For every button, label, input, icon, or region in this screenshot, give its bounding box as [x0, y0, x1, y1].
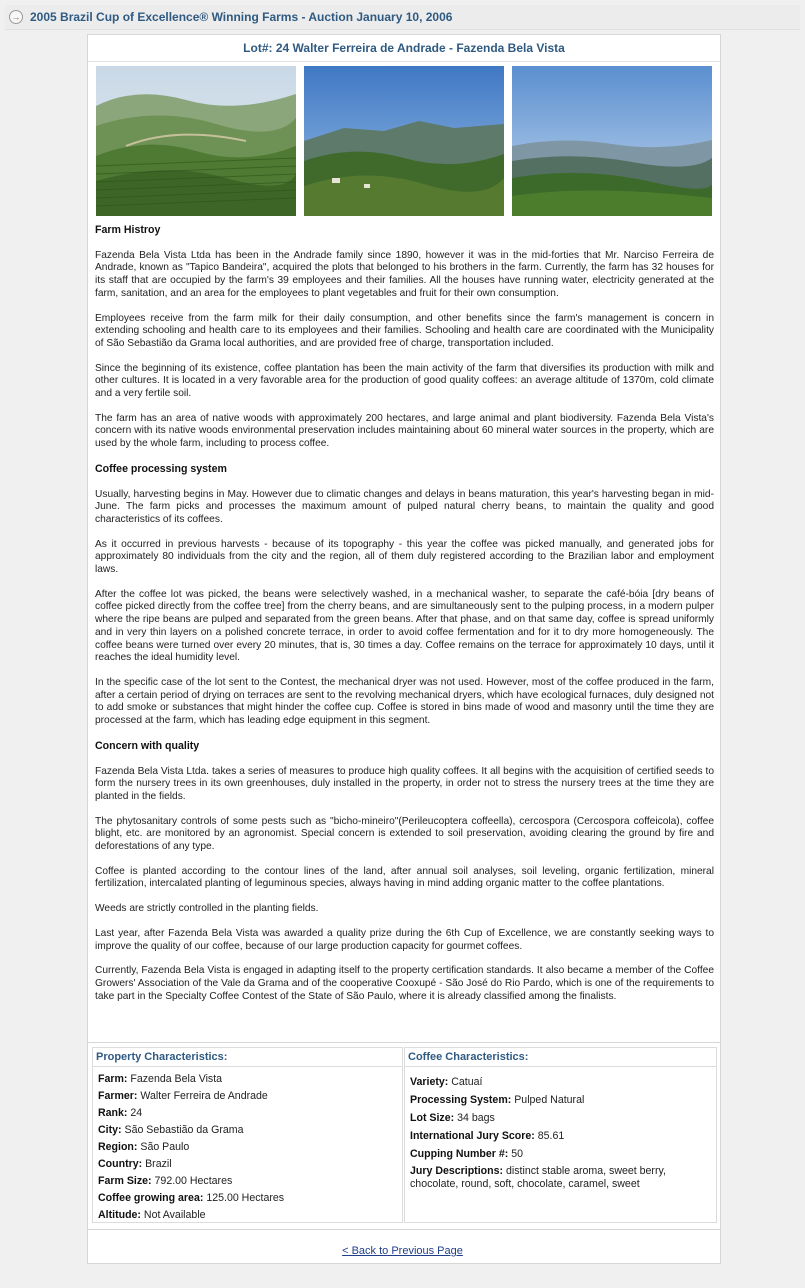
- coffee-row-cupping-number: [410, 1145, 716, 1163]
- row-label: Region:: [98, 1141, 138, 1153]
- row-value: 792.00 Hectares: [154, 1175, 233, 1187]
- property-row-farm-size: [98, 1173, 402, 1190]
- paragraph: Usually, harvesting begins in May. However due to climatic changes and delays in beans maturation, this year's harvesting began in mid-June. The farm picks and processes the maximum amount of pulped natural cherry beans, to maintain the quality and good characteristics of its coffees.: [95, 488, 714, 525]
- page-header: [5, 5, 800, 30]
- row-label: Lot Size:: [410, 1112, 455, 1124]
- row-label: Processing System:: [410, 1094, 512, 1106]
- row-label: Jury Descriptions:: [410, 1165, 504, 1177]
- coffee-row-jury-score: [410, 1127, 716, 1145]
- paragraph: Fazenda Bela Vista Ltda has been in the Andrade family since 1890, however it was in the mid-forties that Mr. Narciso Ferreira de Andrade, known as "Tapico Bandeira", acquired the plots that belonged to his brothers in the farm. Currently, the farm has 32 houses for its staff that are occupied by the farm's 39 employees and their families. All the houses have running water, electricity generated at the farm, sanitation, and an area for the employees to plant vegetables and fruit for their own consumption.: [95, 249, 714, 299]
- row-label: Altitude:: [98, 1209, 141, 1221]
- paragraph: Currently, Fazenda Bela Vista is engaged in adapting itself to the property certification standards. It also became a member of the Coffee Growers' Association of the Vale da Grama and of the cooperative Cooxupé - São José do Rio Pardo, which is one of the requirements to take part in the Specialty Coffee Contest of the State of São Paulo, where it is already classified among the finalists.: [95, 965, 714, 1002]
- property-row-growing-area: [98, 1190, 402, 1207]
- row-value: 50: [511, 1148, 524, 1160]
- row-label: International Jury Score:: [410, 1130, 535, 1142]
- coffee-row-processing: [410, 1091, 716, 1109]
- row-label: Farm Size:: [98, 1175, 152, 1187]
- paragraph: Last year, after Fazenda Bela Vista was awarded a quality prize during the 6th Cup of Excellence, we are constantly seeking ways to improve the quality of our coffee, because of our large production capacity for gourmet coffees.: [95, 927, 714, 952]
- paragraph: Coffee is planted according to the contour lines of the land, after annual soil analyses, soil leveling, organic fertilization, mineral fertilization, intercalated planting of leguminous species, always having in mind adding organic matter to the coffee plantations.: [95, 865, 714, 890]
- back-link-container: [0, 1245, 805, 1257]
- paragraph: The phytosanitary controls of some pests such as "bicho-mineiro"(Perileucoptera coffeella), cercospora (Cercospora coffeicola), coffee blight, etc. are monitored by an agronomist. Special concern is extended to soil preservation, avoiding clearing the ground by fire and deforestations of any type.: [95, 815, 714, 853]
- section-heading-farm-history: Farm Histroy: [95, 224, 161, 236]
- paragraph: Weeds are strictly controlled in the planting fields.: [95, 903, 319, 915]
- characteristics-panel: [87, 1042, 721, 1230]
- paragraph: Fazenda Bela Vista Ltda. takes a series of measures to produce high quality coffees. It all begins with the acquisition of certified seeds to form the nursery trees in its own greenhouses, duly installed in the property, in order not to stress the nursery trees at the time they are planted in the fields.: [95, 765, 714, 802]
- row-label: Coffee growing area:: [98, 1192, 204, 1204]
- back-to-previous-page-link[interactable]: < Back to Previous Page: [342, 1245, 463, 1257]
- row-label: City:: [98, 1124, 122, 1136]
- paragraph: As it occurred in previous harvests - because of its topography - this year the coffee was picked manually, and generated jobs for approximately 80 individuals from the city and the region, all of them duly registered according to the Brazilian labor and employment laws.: [95, 538, 714, 576]
- paragraph: After the coffee lot was picked, the beans were selectively washed, in a mechanical washer, to separate the café-bóia [dry beans of coffee picked directly from the coffee tree] from the cherry beans, and are simultaneously sent to the pulping process, in a modern pulper where the ripe beans are pulped and separated from the green beans. After that phase, and on that same day, coffee is spread uniformly and in very thin layers on a polished concrete terrace, in order to avoid coffee fermentation and for it to dry more homogeneously. The coffee beans were turned over every 20 minutes, that is, 30 times a day. Coffee remains on the terrace for approximately 10 days, until it reaches the ideal humidity level.: [95, 588, 714, 664]
- page-title: 2005 Brazil Cup of Excellence® Winning Farms - Auction January 10, 2006: [30, 10, 453, 24]
- coffee-row-lot-size: [410, 1109, 716, 1127]
- property-row-farm: [98, 1071, 402, 1088]
- section-heading-processing: Coffee processing system: [95, 462, 227, 475]
- coffee-characteristics: [404, 1047, 717, 1223]
- property-row-city: [98, 1122, 402, 1139]
- hillside-farm-photo: [512, 66, 712, 216]
- row-value: 34 bags: [457, 1112, 495, 1124]
- circle-arrow-icon[interactable]: →: [9, 10, 23, 24]
- row-label: Farmer:: [98, 1090, 138, 1102]
- row-value: Pulped Natural: [514, 1094, 585, 1106]
- row-value: Not Available: [143, 1209, 206, 1221]
- lot-title: Lot#: 24 Walter Ferreira de Andrade - Fazenda Bela Vista: [88, 35, 720, 62]
- coffee-row-jury-descriptions: [410, 1163, 700, 1191]
- property-row-farmer: [98, 1088, 402, 1105]
- row-value: Brazil: [145, 1158, 172, 1170]
- property-heading: Property Characteristics:: [93, 1048, 402, 1067]
- property-row-country: [98, 1156, 402, 1173]
- paragraph: The farm has an area of native woods with approximately 200 hectares, and large animal and plant biodiversity. Fazenda Bela Vista's concern with its native woods environmental preservation includes maintaining about 60 mineral water sources in the property, which are used by the whole farm, including to process coffee.: [95, 412, 714, 450]
- property-characteristics: [92, 1047, 403, 1223]
- row-label: Country:: [98, 1158, 143, 1170]
- row-value: Fazenda Bela Vista: [130, 1073, 223, 1085]
- row-label: Variety:: [410, 1076, 449, 1088]
- paragraph: In the specific case of the lot sent to the Contest, the mechanical dryer was not used. However, most of the coffee produced in the farm, after a certain period of drying on terraces are sent to the revolving mechanical dryers, which have ecological furnaces, duly designed not to add smoke or substances that might hinder the coffee cup. Coffee is stored in bins made of wood and masonry until the time they are processed at the farm, which has leading edge equipment in this segment.: [95, 676, 714, 727]
- row-value: 85.61: [537, 1130, 565, 1142]
- coffee-heading: Coffee Characteristics:: [405, 1048, 716, 1067]
- row-value: 125.00 Hectares: [206, 1192, 285, 1204]
- property-row-region: [98, 1139, 402, 1156]
- row-label: Farm:: [98, 1073, 128, 1085]
- row-value: Catuaí: [451, 1076, 483, 1088]
- paragraph: Since the beginning of its existence, coffee plantation has been the main activity of the farm that diversifies its production with milk and other cultures. It is located in a very favorable area for the production of good quality coffees: an average altitude of 1370m, cold climate and a very fertile soil.: [95, 362, 714, 400]
- mountain-valley-photo: [304, 66, 504, 216]
- row-label: Cupping Number #:: [410, 1148, 509, 1160]
- row-label: Rank:: [98, 1107, 128, 1119]
- row-value: São Sebastião da Grama: [124, 1124, 244, 1136]
- coffee-plantation-photo: [96, 66, 296, 216]
- section-heading-quality: Concern with quality: [95, 739, 200, 752]
- coffee-row-variety: [410, 1073, 716, 1091]
- row-value: Walter Ferreira de Andrade: [140, 1090, 268, 1102]
- farm-description: [95, 224, 714, 1015]
- paragraph: Employees receive from the farm milk for their daily consumption, and other benefits since the farm's management is concern in extending schooling and health care to its employees and their families. Schooling and health care are coordinated with the Municipality of São Sebastião da Grama local authorities, and are provided free of charge, transportation included.: [95, 312, 714, 349]
- row-value: São Paulo: [140, 1141, 190, 1153]
- row-value: distinct stable aroma, sweet berry, chocolate, round, soft, chocolate, caramel, sweet: [410, 1165, 666, 1190]
- property-row-rank: [98, 1105, 402, 1122]
- property-row-altitude: [98, 1207, 402, 1224]
- row-value: 24: [130, 1107, 143, 1119]
